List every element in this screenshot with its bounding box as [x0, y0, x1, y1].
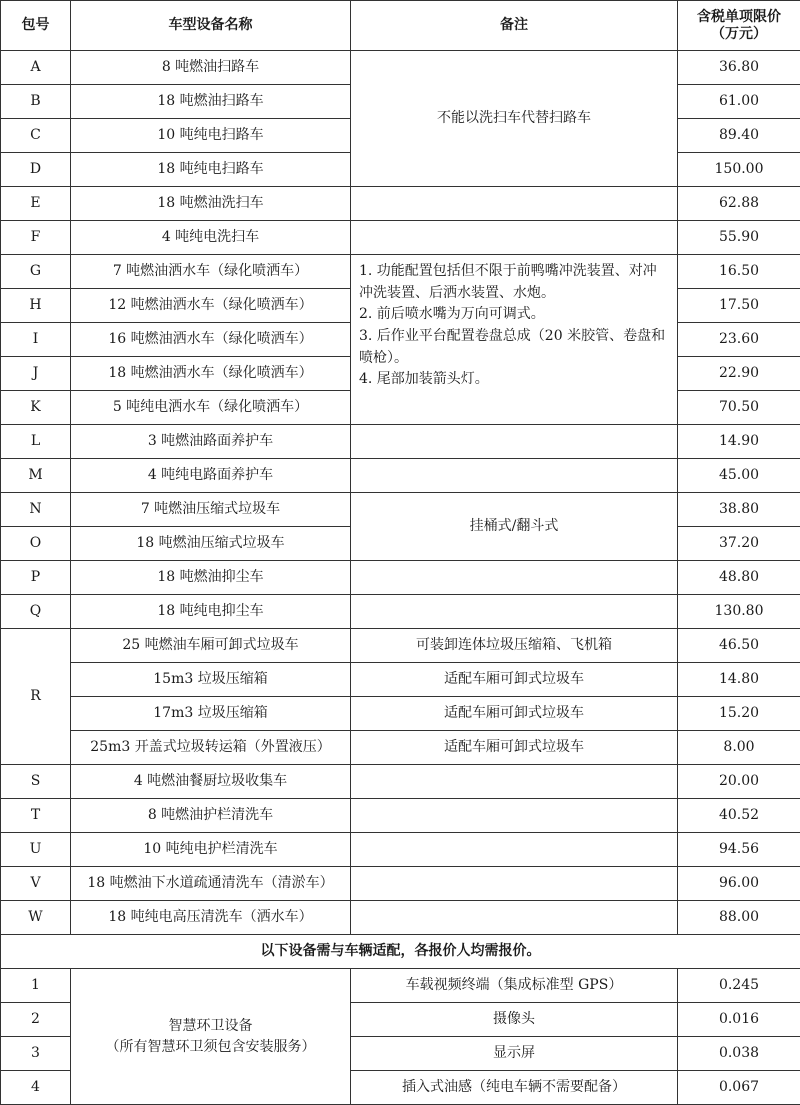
pkg-cell: R [1, 629, 71, 765]
smart-name-line1: 智慧环卫设备 [75, 1016, 346, 1037]
price-cell: 89.40 [678, 119, 800, 153]
name-cell: 8 吨燃油护栏清洗车 [71, 799, 351, 833]
note-cell: 适配车厢可卸式垃圾车 [351, 731, 678, 765]
name-cell: 3 吨燃油路面养护车 [71, 425, 351, 459]
price-cell: 22.90 [678, 357, 800, 391]
section-row [1, 935, 800, 969]
price-cell: 16.50 [678, 255, 800, 289]
pkg-cell: U [1, 833, 71, 867]
price-cell: 96.00 [678, 867, 800, 901]
name-cell: 18 吨燃油洗扫车 [71, 187, 351, 221]
pkg-cell: 2 [1, 1003, 71, 1037]
note-cell [351, 561, 678, 595]
note-cell [351, 799, 678, 833]
header-pkg: 包号 [1, 1, 71, 51]
table-row [1, 187, 800, 221]
note-cell: 插入式油感（纯电车辆不需要配备） [351, 1071, 678, 1105]
table-row [1, 221, 800, 255]
note-cell: 适配车厢可卸式垃圾车 [351, 697, 678, 731]
price-cell: 36.80 [678, 51, 800, 85]
section-title: 以下设备需与车辆适配，各报价人均需报价。 [1, 935, 800, 969]
note-cell: 适配车厢可卸式垃圾车 [351, 663, 678, 697]
name-cell: 4 吨纯电路面养护车 [71, 459, 351, 493]
pkg-cell: P [1, 561, 71, 595]
note-cell [351, 765, 678, 799]
table-row [1, 663, 800, 697]
name-cell: 7 吨燃油压缩式垃圾车 [71, 493, 351, 527]
header-row [1, 1, 800, 51]
name-cell: 10 吨纯电护栏清洗车 [71, 833, 351, 867]
name-cell: 17m3 垃圾压缩箱 [71, 697, 351, 731]
note-cell: 摄像头 [351, 1003, 678, 1037]
table-row [1, 629, 800, 663]
name-cell: 4 吨燃油餐厨垃圾收集车 [71, 765, 351, 799]
table-row [1, 731, 800, 765]
table-row [1, 425, 800, 459]
pkg-cell: C [1, 119, 71, 153]
name-cell: 12 吨燃油洒水车（绿化喷洒车） [71, 289, 351, 323]
table-row [1, 493, 800, 527]
note-cell [351, 459, 678, 493]
name-cell: 18 吨燃油洒水车（绿化喷洒车） [71, 357, 351, 391]
price-cell: 20.00 [678, 765, 800, 799]
name-cell: 7 吨燃油洒水车（绿化喷洒车） [71, 255, 351, 289]
note-compactor: 挂桶式/翻斗式 [351, 493, 678, 561]
name-cell: 25 吨燃油车厢可卸式垃圾车 [71, 629, 351, 663]
table-row [1, 595, 800, 629]
pkg-cell: H [1, 289, 71, 323]
table-row [1, 969, 800, 1003]
price-cell: 37.20 [678, 527, 800, 561]
name-cell: 18 吨纯电高压清洗车（洒水车） [71, 901, 351, 935]
table-row [1, 867, 800, 901]
pkg-cell: V [1, 867, 71, 901]
price-cell: 38.80 [678, 493, 800, 527]
header-name: 车型设备名称 [71, 1, 351, 51]
name-cell: 18 吨燃油下水道疏通清洗车（清淤车） [71, 867, 351, 901]
table-row [1, 765, 800, 799]
note-line: 4. 尾部加装箭头灯。 [359, 369, 669, 391]
price-cell: 40.52 [678, 799, 800, 833]
name-cell: 18 吨纯电扫路车 [71, 153, 351, 187]
price-cell: 0.067 [678, 1071, 800, 1105]
name-cell: 15m3 垃圾压缩箱 [71, 663, 351, 697]
pkg-cell: T [1, 799, 71, 833]
price-cell: 15.20 [678, 697, 800, 731]
price-cell: 48.80 [678, 561, 800, 595]
name-cell: 18 吨纯电抑尘车 [71, 595, 351, 629]
price-cell: 0.038 [678, 1037, 800, 1071]
name-cell: 4 吨纯电洗扫车 [71, 221, 351, 255]
pkg-cell: Q [1, 595, 71, 629]
pkg-cell: K [1, 391, 71, 425]
price-cell: 8.00 [678, 731, 800, 765]
price-cell: 45.00 [678, 459, 800, 493]
name-cell: 25m3 开盖式垃圾转运箱（外置液压） [71, 731, 351, 765]
note-sweeper: 不能以洗扫车代替扫路车 [351, 51, 678, 187]
note-line: 3. 后作业平台配置卷盘总成（20 米胶管、卷盘和喷枪）。 [359, 326, 669, 369]
note-cell [351, 867, 678, 901]
pkg-cell: L [1, 425, 71, 459]
table-row [1, 255, 800, 289]
price-cell: 17.50 [678, 289, 800, 323]
price-cell: 0.016 [678, 1003, 800, 1037]
pkg-cell: 4 [1, 1071, 71, 1105]
table-row [1, 697, 800, 731]
note-cell [351, 221, 678, 255]
note-cell [351, 901, 678, 935]
name-cell: 18 吨燃油抑尘车 [71, 561, 351, 595]
note-sprinkler [351, 255, 678, 425]
smart-equipment-name [71, 969, 351, 1105]
pkg-cell: N [1, 493, 71, 527]
price-cell: 0.245 [678, 969, 800, 1003]
table-row [1, 833, 800, 867]
header-note: 备注 [351, 1, 678, 51]
note-cell [351, 595, 678, 629]
price-cell: 46.50 [678, 629, 800, 663]
pkg-cell: G [1, 255, 71, 289]
price-cell: 14.80 [678, 663, 800, 697]
table-row [1, 799, 800, 833]
price-cell: 88.00 [678, 901, 800, 935]
note-cell: 可装卸连体垃圾压缩箱、飞机箱 [351, 629, 678, 663]
pkg-cell: I [1, 323, 71, 357]
header-price-line2: （万元） [682, 26, 796, 43]
smart-name-line2: （所有智慧环卫须包含安装服务） [75, 1037, 346, 1058]
price-cell: 150.00 [678, 153, 800, 187]
table-row [1, 901, 800, 935]
price-cell: 61.00 [678, 85, 800, 119]
name-cell: 18 吨燃油压缩式垃圾车 [71, 527, 351, 561]
pkg-cell: A [1, 51, 71, 85]
price-cell: 23.60 [678, 323, 800, 357]
price-cell: 94.56 [678, 833, 800, 867]
pkg-cell: W [1, 901, 71, 935]
header-price-line1: 含税单项限价 [682, 9, 796, 26]
name-cell: 18 吨燃油扫路车 [71, 85, 351, 119]
name-cell: 5 吨纯电洒水车（绿化喷洒车） [71, 391, 351, 425]
name-cell: 10 吨纯电扫路车 [71, 119, 351, 153]
pkg-cell: F [1, 221, 71, 255]
name-cell: 16 吨燃油洒水车（绿化喷洒车） [71, 323, 351, 357]
price-cell: 14.90 [678, 425, 800, 459]
price-cell: 70.50 [678, 391, 800, 425]
pkg-cell: B [1, 85, 71, 119]
note-line: 1. 功能配置包括但不限于前鸭嘴冲洗装置、对冲冲洗装置、后洒水装置、水炮。 [359, 261, 669, 304]
note-cell [351, 833, 678, 867]
note-cell [351, 187, 678, 221]
pkg-cell: M [1, 459, 71, 493]
pkg-cell: D [1, 153, 71, 187]
price-cell: 55.90 [678, 221, 800, 255]
note-cell [351, 425, 678, 459]
pkg-cell: O [1, 527, 71, 561]
pkg-cell: S [1, 765, 71, 799]
table-row [1, 51, 800, 85]
pkg-cell: 1 [1, 969, 71, 1003]
note-cell: 显示屏 [351, 1037, 678, 1071]
header-price [678, 1, 800, 51]
name-cell: 8 吨燃油扫路车 [71, 51, 351, 85]
table-row [1, 459, 800, 493]
note-cell: 车载视频终端（集成标准型 GPS） [351, 969, 678, 1003]
table-row [1, 561, 800, 595]
note-line: 2. 前后喷水嘴为万向可调式。 [359, 304, 669, 326]
pkg-cell: 3 [1, 1037, 71, 1071]
pkg-cell: E [1, 187, 71, 221]
price-cell: 62.88 [678, 187, 800, 221]
pkg-cell: J [1, 357, 71, 391]
price-cell: 130.80 [678, 595, 800, 629]
